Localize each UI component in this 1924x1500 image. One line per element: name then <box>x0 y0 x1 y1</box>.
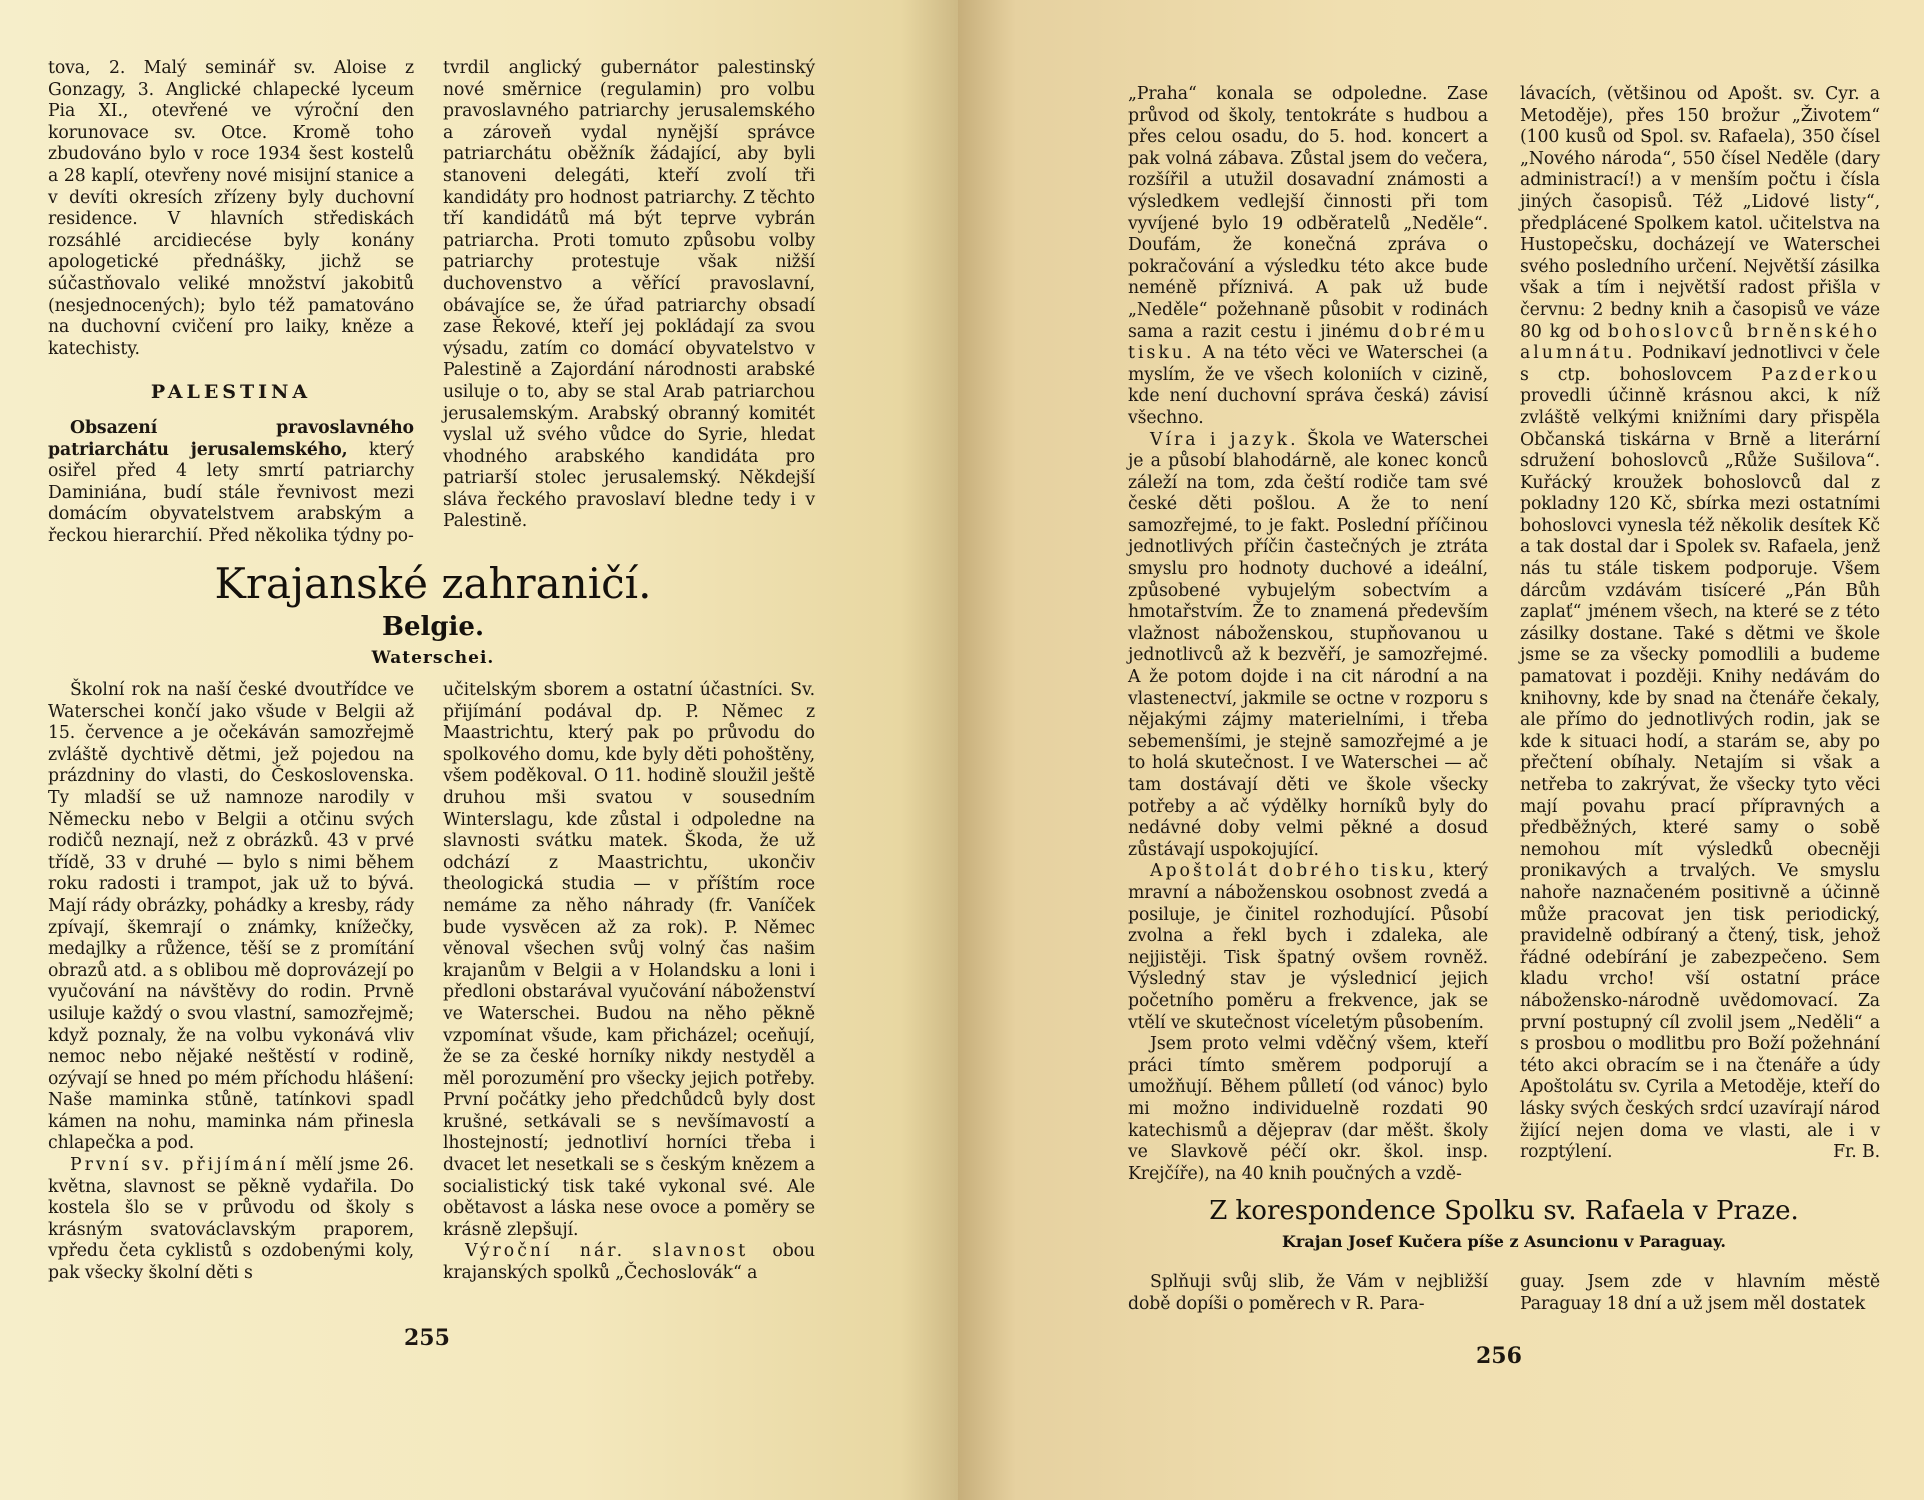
faith-text: Škola ve Waterschei je a působí blahodárně, ale konec konců záleží na tom, zda čeští rodiče tam své české děti pošlou. A že to není samozřejmé, to je fakt. Poslední příčinou jednotlivých příčin častečných je ztráta smyslu pro hodnoty duchové a ideální, způsobené vybujelým sobectvím a hmotařstvím. Že to znamená především vlažnost náboženskou, stupňovanou u jednotlivců až k bezvěří, je samozřejmé. A že potom dojde i na cit národní a na vlastenectví, jakmile se octne v rozporu s nějakými zájmy materielními, i třeba sebemenšími, je stejně samozřejmé a je to holá skutečnost. I ve Waterschei — ač tam dostávají děti ve škole všecky potřeby a ač výdělky horníků byly do nedávné doby velmi pěkné a dosud zůstávají uspokojující. <box>1128 429 1488 860</box>
faith-label: Víra i jazyk. <box>1150 429 1299 450</box>
anniversary-text: obou krajanských spolků „Čechoslovák“ a <box>443 1241 816 1284</box>
left-column-1-top <box>48 58 414 547</box>
left-page <box>0 0 958 1500</box>
first-communion-paragraph <box>48 1155 414 1285</box>
palestina-text: který osiřel před 4 lety smrtí patriarchy Daminiána, budí stále řevnivost mezi domácím obyvatelstvem arabským a řeckou hierarchií. Před několika týdny po- <box>48 439 414 546</box>
apostolate-label: Apoštolát dobrého tisku, <box>1150 861 1438 882</box>
donations-paragraph <box>1520 84 1880 1164</box>
pazderka-label: Pazderkou <box>1761 364 1880 385</box>
dobry-tisk-label: dobrému tisku. <box>1128 321 1488 364</box>
praha-paragraph <box>1128 84 1488 430</box>
correspondence-title: Z korespondence Spolku sv. Rafaela v Praze. <box>1209 1196 1799 1226</box>
faith-paragraph <box>1128 430 1488 862</box>
anniversary-label: Výroční nár. slavnost <box>465 1241 749 1262</box>
gratitude-paragraph: Jsem proto velmi vděčný všem, kteří práci tímto směrem podporují a umožňují. Během půlletí (od vánoc) bylo mi možno individuelně rozdati 90 katechismů a dějeprav (dar měšt. školy ve Slavkově péčí okr. škol. insp. Krejčíře), na 40 knih poučných a vzdě- <box>1128 1034 1488 1184</box>
correspondence-text-1: Splňuji svůj slib, že Vám v nejbližší době dopíši o poměrech v R. Para- <box>1128 1272 1488 1314</box>
school-year-paragraph: Školní rok na naší české dvoutřídce ve Waterschei končí jako všude v Belgii až 15. července a je očekáván samozřejmě zvláště dychtivě dětmi, jež pojedou na prázdniny do vlasti, do Československa. Ty mladší se už namnoze narodily v Německu nebo v Belgii a otčinu svých rodičů neznají, než z obrázků. 43 v prvé třídě, 33 v druhé — bylo s nimi během roku radosti i trampot, jak už to bývá. Mají rády obrázky, pohádky a kresby, rády zpívají, škemrají o známky, knížečky, medajlky a růžence, těší se z promítání obrazů atd. a s oblibou mě doprovázejí po vyučování na návštěvy do rodin. Prvně usiluje každý o svou vlastní, samozřejmě; když poznaly, že na volbu vykonává vliv nemoc nebo nějaké neštěstí v rodině, ozývají se hned po mém příchodu hlášení: Naše maminka stůně, tatínkovi spadl kámen na nohu, maminka nám přinesla chlapečka a pod. <box>48 680 414 1154</box>
section-subtitle-waterschei: Waterschei. <box>371 648 495 668</box>
palestina-continued: tvrdil anglický gubernátor palestinský nové směrnice (regulamin) pro volbu pravoslavného patriarchy jerusalemského a zároveň vydal nynější správce patriarchátu oběžník žádající, aby byli stanoveni delegáti, kteří zvolí tři kandidáty pro hodnost patriarchy. Z těchto tří kandidátů má být teprve vybrán patriarcha. Proti tomuto způsobu volby patriarchy protestuje však nižší duchovenstvo a věřící pravoslavní, obávajíce se, že úřad patriarchy obsadí zase Řekové, kteří jej pokládají za svou výsadu, zatím co domácí obyvatelstvo v Palestině a Zajordání národnosti arabské usiluje o to, aby se stal Arab patriarchou jerusalemským. Arabský obranný komitét vyslal už svého vůdce do Syrie, hledat vhodného arabského kandidáta pro patriarší stolec jerusalemský. Někdejší sláva řeckého pravoslaví bledne tedy i v Palestině. <box>443 58 815 532</box>
praha-text: „Praha“ konala se odpoledne. Zase průvod od školy, tentokráte s hudbou a přes celou osadu, do 5. hod. koncert a pak volná zábava. Zůstal jsem do večera, rozšířil a utužil dosavadní známosti a výsledkem vedlejší činnosti při tom vyvíjené bylo 19 odběratelů „Neděle“. Doufám, že konečná zpráva o pokračování a výsledku této akce bude neméně příznivá. A pak už bude „Neděle“ požehnaně působit v rodinách sama a razit cestu i jinému <box>1128 84 1488 342</box>
donations-text-2: Podnikaví jednotlivci v čele s ctp. bohoslovcem <box>1520 343 1880 385</box>
apostolate-text: který mravní a náboženskou osobnost zvedá a posiluje, je činitel rozhodující. Působí zvolna a řekl bych i zdaleka, ale nejjistěji. Tisk špatný ovšem rovněž. Výsledný stav je výslednicí jejich početního poměru a frekvence, jak se vtělí ve skutečnost víceletým působením. <box>1128 861 1488 1033</box>
correspondence-column-1 <box>1128 1272 1488 1315</box>
palestina-heading: PALESTINA <box>150 381 312 404</box>
apostolate-paragraph <box>1128 861 1488 1034</box>
page-number-right: 256 <box>1476 1343 1522 1369</box>
right-page <box>958 0 1924 1500</box>
section-title-belgie: Belgie. <box>381 612 485 642</box>
first-communion-text: mělí jsme 26. května, slavnost se pěkně vydařila. Do kostela šlo se v průvodu od školy s krásným svatováclavským praporem, vpředu četa cyklistů s ozdobenými koly, pak všecky školní děti s <box>48 1155 414 1284</box>
left-column-2-top <box>443 58 815 533</box>
communion-continued: učitelským sborem a ostatní účastníci. Sv. přijímání podával dp. P. Němec z Maastrichtu, který pak po průvodu do spolkového domu, kde byly děti pohoštěny, všem poděkoval. O 11. hodině sloužil ještě druhou mši svatou v sousedním Winterslagu, kde zůstal i odpoledne na slavnosti svátku matek. Škoda, že už odchází z Maastrichtu, ukončiv theologická studia — v příštím roce nemáme za něho náhrady (fr. Vaníček bude vysvěcen až za rok). P. Němec věnoval všechen svůj volný čas našim krajanům v Belgii a v Holandsku a loni i předloni obstarával vyučování náboženství ve Waterschei. Budou na něho pěkně vzpomínat všude, kam přicházel; oceňují, že se za české horníky nikdy nestyděl a měl porozumění pro všecky jejich potřeby. První počátky jeho předchůdců byly dost krušné, setkávali se s nevšímavostí a lhostejností; jednotliví horníci třeba i dvacet let nesetkali se s českým knězem a socialistický tisk také vykonal své. Ale obětavost a láska nese ovoce a poměry se krásně zlepšují. <box>443 680 815 1240</box>
anniversary-paragraph <box>443 1241 815 1284</box>
correspondence-column-2 <box>1520 1272 1880 1315</box>
donations-text-3: provedli účinně krásnou akci, k níž zvláště velkými knižními dary přispěla Občanská tiskárna v Brně a literární sdružení bohoslovců „Růže Sušilova“. Kuřácký kroužek bohoslovců dal z pokladny 120 Kč, sbírka mezi ostatními bohoslovci vynesla též několik desítek Kč a tak dostal dar i Spolek sv. Rafaela, jenž nás tu stále tiskem podporuje. Všem dárcům vzdávám tisíceré „Pán Bůh zaplať“ jménem všech, na které se z této zásilky dostane. Také s dětmi ve škole jsme se za všecky pomodlili a budeme pamatovat i později. Knihy nedávám do knihovny, kde by snad na čtenáře čekaly, ale přímo do jednotlivých rodin, jak se kde k situaci hodí, a starám se, aby po přečtení obíhaly. Netajím si však a netřeba to zakrývat, že všecky tyto věci mají povahu prací přípravných a předběžných, které samy o sobě nemohou mít výsledků obecněji pronikavých a trvalých. Ve smyslu nahoře naznačeném positivně a účinně může pracovat jen tisk periodický, pravidelně odbíraný a čtený, tisk, jehož řádné odebírání je zabezpečeno. Sem kladu vrcho! vší ostatní práce nábožensko-národně uvědomovací. Za první postupný cíl zvolil jsem „Neděli“ a s prosbou o modlitbu pro Boží požehnání této akci obracím se i na čtenáře a údy Apoštolátu sv. Cyrila a Metoděje, kteří do lásky svých českých srdcí uzavírají národ žijící nejen doma ve vlasti, ale i v rozptýlení. <box>1520 386 1880 1163</box>
left-column-1-bottom <box>48 680 414 1285</box>
donations-text: lávacích, (většinou od Apošt. sv. Cyr. a Metoděje), přes 150 brožur „Životem“ (100 kusů od Spol. sv. Rafaela), 350 čísel „Nového národa“, 550 čísel Neděle (dary administrací!) a v menším počtu i čísla jiných časopisů. Též „Lidové listy“, předplácené Spolkem katol. učitelstva na Hustopečsku, docházejí ve Waterschei svého posledního určení. Největší zásilka však a tím i největší radost přišla v červnu: 2 bedny knih a časopisů ve váze 80 kg od <box>1520 84 1880 342</box>
left-intro-paragraph: tova, 2. Malý seminář sv. Aloise z Gonzagy, 3. Anglické chlapecké lyceum Pia XI., otevřené ve výroční den korunovace sv. Otce. Kromě toho zbudováno bylo v roce 1934 šest kostelů a 28 kaplí, otevřeny nové misijní stanice a v devíti okresích zřízeny byly duchovní residence. V hlavních střediskách rozsáhlé arcidiecése byly konány apologetické přednášky, jichž se súčastňovalo veliké množství jakobitů (nesjednocených); bylo též pamatováno na duchovní cvičení pro laiky, kněze a katechisty. <box>48 58 414 359</box>
first-communion-label: První sv. přijímání <box>70 1155 289 1176</box>
correspondence-subtitle: Krajan Josef Kučera píše z Asuncionu v Paraguay. <box>1282 1232 1726 1251</box>
praha-text-end: A na této věci ve Waterschei (a myslím, že ve všech koloniích v cizině, kde není duchovní správa česká) závisí všechno. <box>1128 343 1488 428</box>
correspondence-text-2: guay. Jsem zde v hlavním městě Paraguay 18 dní a už jsem měl dostatek <box>1520 1272 1880 1314</box>
right-column-2 <box>1520 84 1880 1164</box>
palestina-lead: Obsazení pravoslavného patriarchátu jerusalemského, <box>48 417 414 460</box>
main-title: Krajanské zahraničí. <box>214 559 652 608</box>
signature: Fr. B. <box>1833 1142 1880 1163</box>
alumnat-label: bohoslovců brněnského alumnátu. <box>1520 321 1880 364</box>
left-column-2-bottom <box>443 680 815 1285</box>
palestina-paragraph <box>48 418 414 548</box>
page-number-left: 255 <box>404 1325 450 1351</box>
right-column-1 <box>1128 84 1488 1185</box>
